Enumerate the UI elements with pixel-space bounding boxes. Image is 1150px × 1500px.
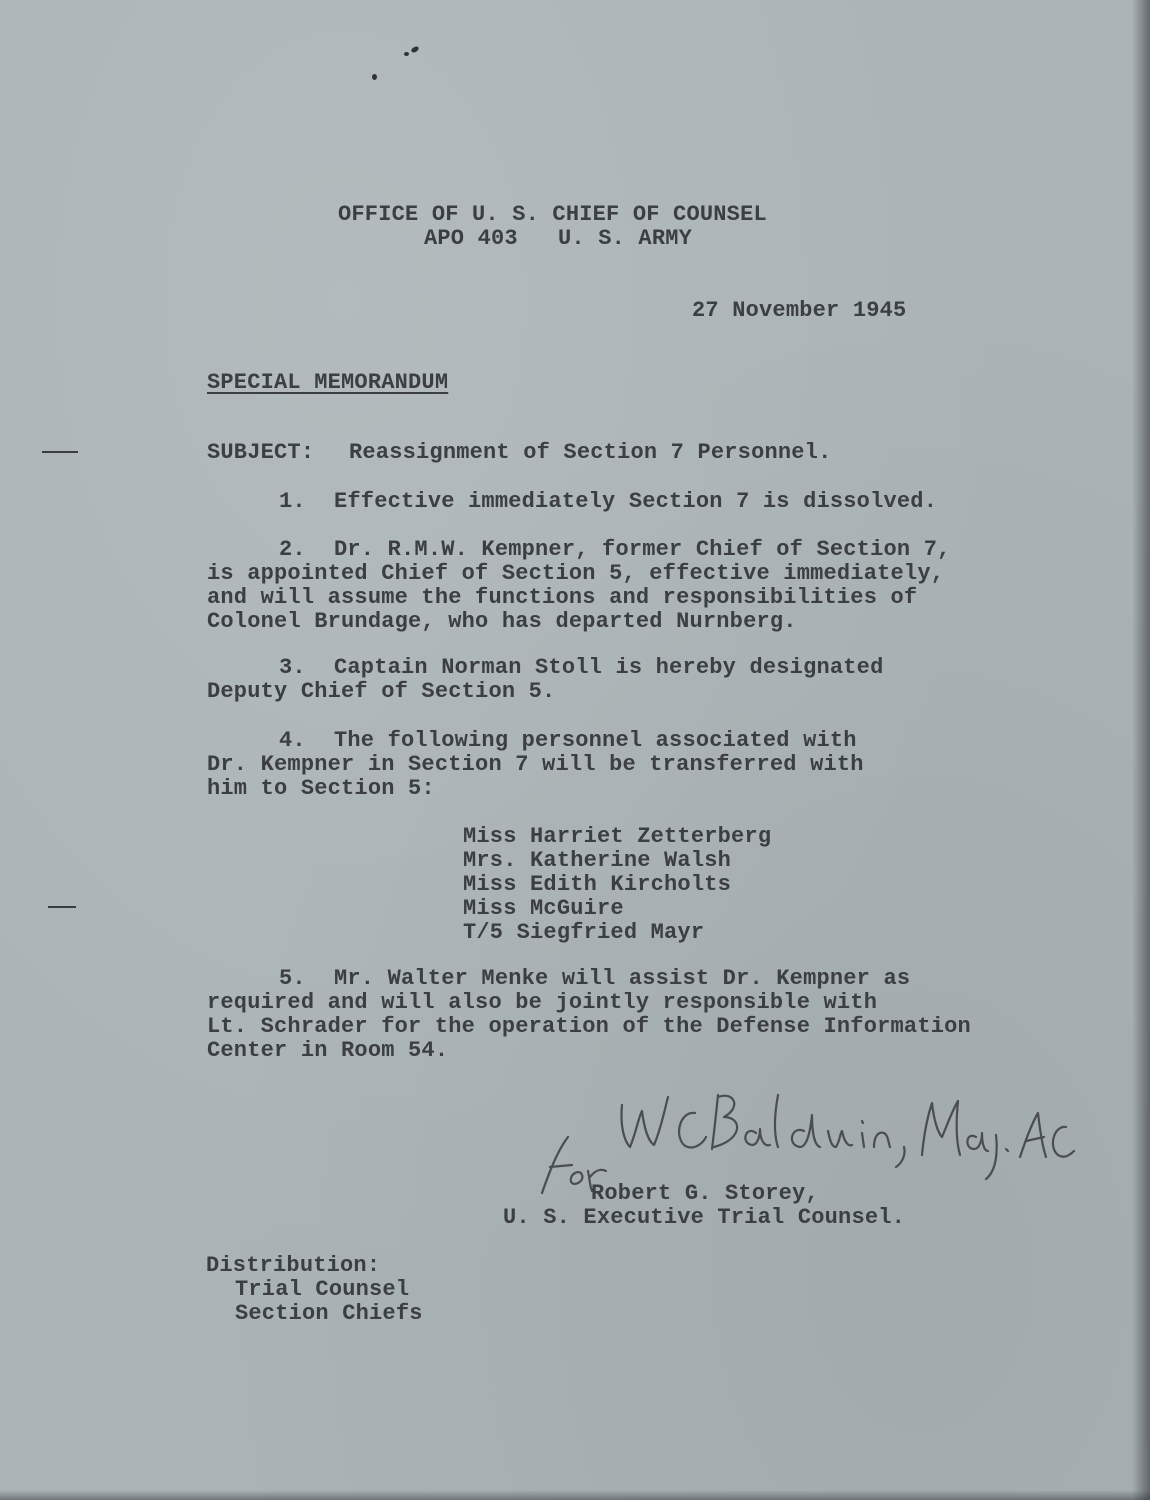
paragraph-5-line: Mr. Walter Menke will assist Dr. Kempner as [334,966,911,991]
signatory-name: Robert G. Storey, [591,1181,819,1206]
paragraph-3-line: Deputy Chief of Section 5. [207,679,556,704]
page-bottom-shadow [0,1490,1150,1500]
personnel-list-item: Miss Edith Kircholts [463,872,732,897]
paragraph-4-line: The following personnel associated with [334,728,857,753]
paragraph-5-line: required and will also be jointly responsible with [207,990,878,1015]
page-edge-shadow [1132,0,1150,1500]
paragraph-4-line: Dr. Kempner in Section 7 will be transferred with [207,752,864,777]
subject-text: Reassignment of Section 7 Personnel. [349,440,832,465]
subject-label: SUBJECT: [207,440,315,465]
distribution-item: Section Chiefs [235,1301,423,1326]
ink-speck [410,45,419,53]
paragraph-2-line: and will assume the functions and responsibilities of [207,585,918,610]
letterhead-line-2: APO 403 U. S. ARMY [424,226,693,251]
ink-speck [404,52,409,56]
paragraph-5-number: 5. [279,966,306,991]
personnel-list-item: T/5 Siegfried Mayr [463,920,705,945]
paragraph-2-line: Dr. R.M.W. Kempner, former Chief of Section 7, [334,537,951,562]
paragraph-4-line: him to Section 5: [207,776,435,801]
paragraph-2-number: 2. [279,537,306,562]
memo-title: SPECIAL MEMORANDUM [207,370,449,395]
distribution-item: Trial Counsel [235,1277,410,1302]
paragraph-1-line: Effective immediately Section 7 is dissolved. [334,489,938,514]
memo-date: 27 November 1945 [692,298,907,323]
margin-tick-mark [48,906,76,908]
paragraph-2-line: is appointed Chief of Section 5, effective immediately, [207,561,945,586]
paragraph-4-number: 4. [279,728,306,753]
paragraph-3-line: Captain Norman Stoll is hereby designated [334,655,884,680]
personnel-list-item: Miss Harriet Zetterberg [463,824,772,849]
ink-speck [372,74,377,80]
distribution-label: Distribution: [206,1253,381,1278]
paragraph-3-number: 3. [279,655,306,680]
paragraph-1-number: 1. [279,489,306,514]
letterhead-line-1: OFFICE OF U. S. CHIEF OF COUNSEL [338,202,767,227]
paragraph-5-line: Center in Room 54. [207,1038,449,1063]
paragraph-2-line: Colonel Brundage, who has departed Nurnberg. [207,609,797,634]
signatory-title: U. S. Executive Trial Counsel. [503,1205,906,1230]
personnel-list-item: Miss McGuire [463,896,624,921]
personnel-list-item: Mrs. Katherine Walsh [463,848,732,873]
paragraph-5-line: Lt. Schrader for the operation of the Defense Information [207,1014,971,1039]
margin-tick-mark [42,451,78,453]
